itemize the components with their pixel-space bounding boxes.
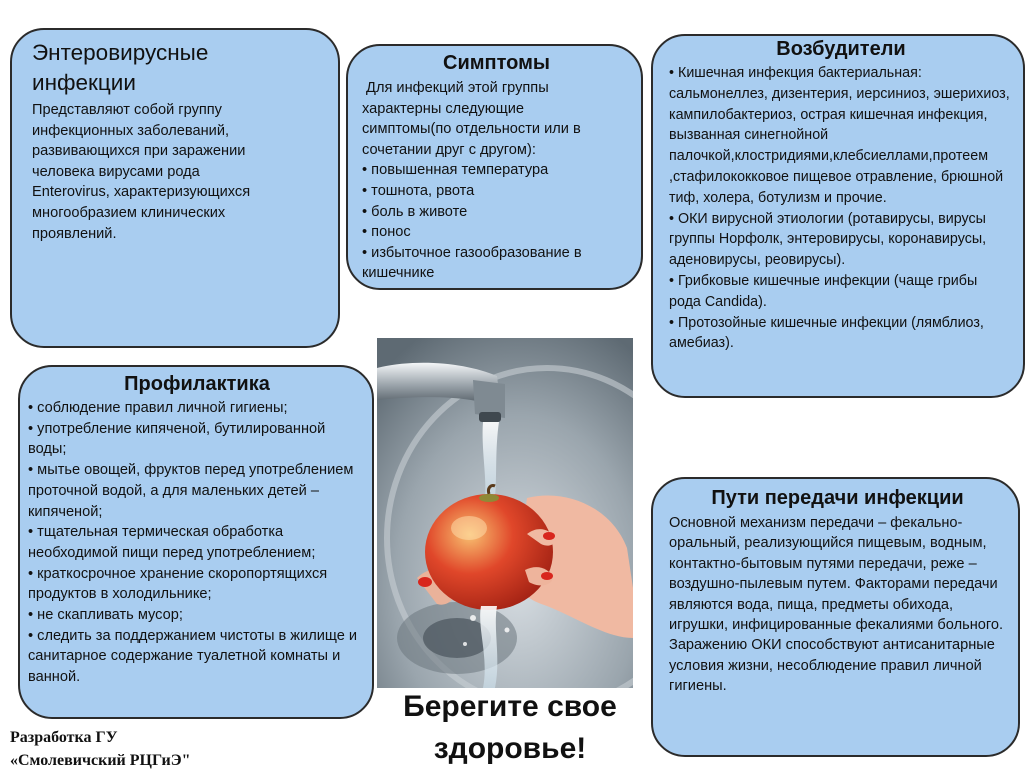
list-item: • повышенная температура [362, 160, 631, 181]
transmission-title: Пути передачи инфекции [711, 487, 964, 509]
symptoms-title: Симптомы [443, 52, 550, 74]
list-item: • тошнота, рвота [362, 181, 631, 202]
apple-washing-illustration [377, 338, 633, 688]
author-credit: Разработка ГУ «Смолевичский РЦГиЭ" [10, 729, 191, 769]
enterovirus-description: Представляют собой группу инфекционных заболеваний, развивающихся при заражении человека вирусами рода Enterovirus, характеризующихся многообразием клинических проявлений. [32, 102, 251, 242]
list-item: • боль в животе [362, 202, 631, 223]
prevention-list [28, 398, 366, 688]
list-item: • Протозойные кишечные инфекции (лямблиоз, амебиаз). [669, 313, 1013, 355]
slogan: Берегите свое здоровье! [403, 690, 617, 765]
transmission-text: Основной механизм передачи – фекально-оральный, реализующийся пищевым, водным, контактно-бытовым путями передачи, реже –воздушно-пылевым путем. Факторами передачи являются вода, пища, предметы обихода, игрушки, инфицированные фекалиями больного. Заражению ОКИ способствуют антисанитарные условия жизни, несоблюдение правил личной гигиены. [669, 515, 1004, 695]
list-item: • избыточное газообразование в кишечнике [362, 243, 631, 284]
symptoms-panel [346, 44, 643, 290]
symptoms-text: Для инфекций этой группы характерны следующие симптомы(по отдельности или в сочетании друг с другом): • повышенная температура • тошнота, рвота • боль в животе • понос • избыточное газообразование в кишечнике [362, 78, 631, 284]
symptoms-list [362, 160, 631, 284]
pathogens-title: Возбудители [776, 38, 906, 60]
list-item: • краткосрочное хранение скоропортящихся продуктов в холодильнике; [28, 564, 366, 605]
list-item: • следить за поддержанием чистоты в жилище и санитарное содержание туалетной комнаты и ванной. [28, 626, 366, 688]
prevention-panel [18, 365, 374, 719]
list-item: • ОКИ вирусной этиологии (ротавирусы, вирусы группы Норфолк, энтеровирусы, коронавирусы, аденовирусы, реовирусы). [669, 209, 1013, 271]
apple-washing-photo [377, 338, 633, 688]
enterovirus-panel [10, 28, 340, 348]
list-item: • понос [362, 222, 631, 243]
list-item: • соблюдение правил личной гигиены; [28, 398, 366, 419]
list-item: • Кишечная инфекция бактериальная: сальмонеллез, дизентерия, иерсиниоз, эшерихиоз, кампилобактериоз, острая кишечная инфекция, вызванная синегнойной палочкой,клостридиями,клебсиеллами,протеем ,стафилококковое пищевое отравление, брюшной тиф, холера, ботулизм и прочие. [669, 63, 1013, 209]
list-item: • употребление кипяченой, бутилированной воды; [28, 419, 366, 460]
list-item: • мытье овощей, фруктов перед употреблением проточной водой, а для маленьких детей – кипяченой; [28, 460, 366, 522]
list-item: • тщательная термическая обработка необходимой пищи перед употреблением; [28, 522, 366, 563]
enterovirus-title: Энтеровирусные инфекции [32, 40, 209, 95]
pathogens-panel [651, 34, 1025, 398]
list-item: • не скапливать мусор; [28, 605, 366, 626]
transmission-panel [651, 477, 1020, 757]
pathogens-list [669, 63, 1013, 354]
prevention-title: Профилактика [124, 373, 270, 395]
list-item: • Грибковые кишечные инфекции (чаще грибы рода Candida). [669, 271, 1013, 313]
